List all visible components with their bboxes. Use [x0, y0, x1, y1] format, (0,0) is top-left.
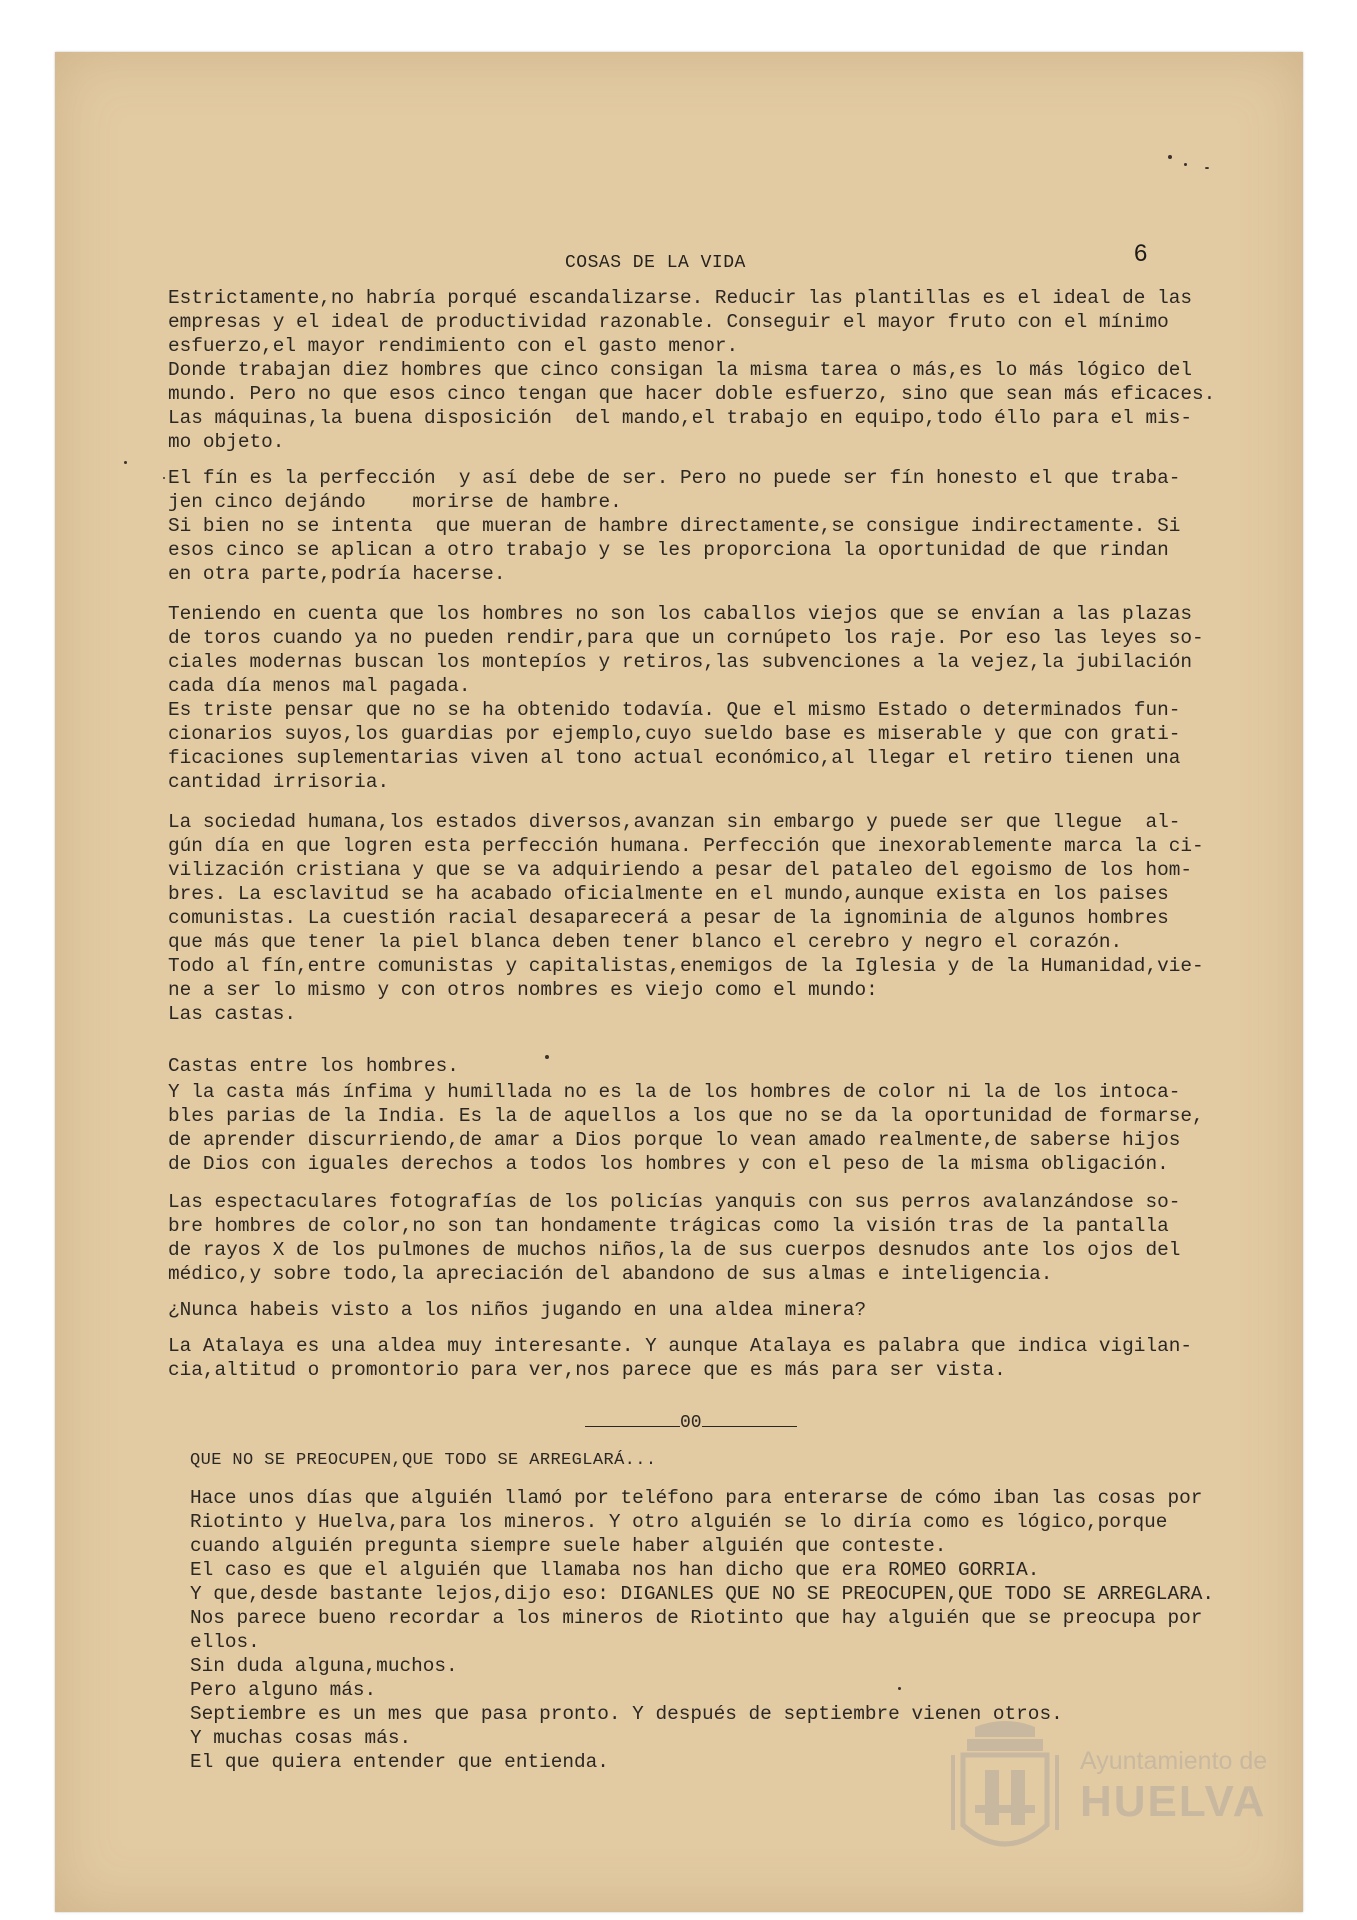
page-number: 6 — [1134, 240, 1148, 267]
watermark-line-2: HUELVA — [1080, 1777, 1267, 1826]
paragraph-6 — [168, 1080, 1268, 1176]
text-line: El que quiera entender que entienda. — [190, 1751, 609, 1773]
text-line: El caso es que el alguién que llamaba nos han dicho que era ROMEO GORRIA. — [190, 1559, 1040, 1581]
text-line: Estrictamente,no habría porqué escandalizarse. Reducir las plantillas es el ideal de las — [168, 287, 1192, 309]
text-line: ¿Nunca habeis visto a los niños jugando en una aldea minera? — [168, 1299, 867, 1321]
text-line: de rayos X de los pulmones de muchos niños,la de sus cuerpos desnudos ante los ojos del — [168, 1239, 1181, 1261]
text-line: La Atalaya es una aldea muy interesante. Y aunque Atalaya es palabra que indica vigilan- — [168, 1335, 1192, 1357]
text-line: Y que,desde bastante lejos,dijo eso: DIGANLES QUE NO SE PREOCUPEN,QUE TODO SE ARREGLARA. — [190, 1583, 1214, 1605]
text-line: Castas entre los hombres. — [168, 1055, 459, 1077]
paragraph-2 — [168, 466, 1268, 586]
text-line: Nos parece bueno recordar a los mineros de Riotinto que hay alguién que se preocupa por — [190, 1607, 1203, 1629]
text-line: comunistas. La cuestión racial desaparecerá a pesar de la ignominia de algunos hombres — [168, 907, 1169, 929]
text-line: Las máquinas,la buena disposición del mando,el trabajo en equipo,todo éllo para el mis- — [168, 407, 1192, 429]
text-line: ciales modernas buscan los montepíos y retiros,las subvenciones a la vejez,la jubilación — [168, 651, 1192, 673]
text-line: de toros cuando ya no pueden rendir,para que un cornúpeto los raje. Por eso las leyes so- — [168, 627, 1204, 649]
text-line: esos cinco se aplican a otro trabajo y se les proporciona la oportunidad de que rindan — [168, 539, 1169, 561]
paragraph-7 — [168, 1190, 1268, 1286]
paragraph-8 — [168, 1298, 1268, 1322]
text-line: El fín es la perfección y así debe de ser. Pero no puede ser fín honesto el que traba- — [168, 467, 1181, 489]
paragraph-9 — [168, 1334, 1268, 1382]
text-line: vilización cristiana y que se va adquiriendo a pesar del pataleo del egoismo de los hom- — [168, 859, 1192, 881]
text-line: cionarios suyos,los guardias por ejemplo,cuyo sueldo base es miserable y que con grati- — [168, 723, 1181, 745]
paragraph-5 — [168, 1054, 1268, 1078]
text-line: mundo. Pero no que esos cinco tengan que hacer doble esfuerzo, sino que sean más eficaces. — [168, 383, 1216, 405]
text-line: bres. La esclavitud se ha acabado oficialmente en el mundo,aunque exista en los paises — [168, 883, 1169, 905]
text-line: Y la casta más ínfima y humillada no es la de los hombres de color ni la de los intoca- — [168, 1081, 1181, 1103]
text-line: Hace unos días que alguién llamó por teléfono para enterarse de cómo iban las cosas por — [190, 1487, 1203, 1509]
text-line: cada día menos mal pagada. — [168, 675, 471, 697]
section-separator — [585, 1413, 797, 1433]
separator-text: 00 — [680, 1413, 702, 1433]
text-line: en otra parte,podría hacerse. — [168, 563, 506, 585]
paragraph-4 — [168, 810, 1268, 1026]
text-line: cantidad irrisoria. — [168, 771, 390, 793]
paragraph-1 — [168, 286, 1268, 454]
text-line: de aprender discurriendo,de amar a Dios porque lo vean amado realmente,de saberse hijos — [168, 1129, 1181, 1151]
text-line: mo objeto. — [168, 431, 285, 453]
text-line: Donde trabajan diez hombres que cinco consigan la misma tarea o más,es lo más lógico del — [168, 359, 1192, 381]
huelva-coat-of-arms-icon — [945, 1715, 1065, 1865]
text-line: Las castas. — [168, 1003, 296, 1025]
text-line: bre hombres de color,no son tan hondamente trágicas como la visión tras de la pantalla — [168, 1215, 1169, 1237]
text-line: Y muchas cosas más. — [190, 1727, 412, 1749]
text-line: ne a ser lo mismo y con otros nombres es viejo como el mundo: — [168, 979, 878, 1001]
text-line: cia,altitud o promontorio para ver,nos parece que es más para ser vista. — [168, 1359, 1006, 1381]
text-line: Riotinto y Huelva,para los mineros. Y otro alguién se lo diría como es lógico,porque — [190, 1511, 1168, 1533]
text-line: esfuerzo,el mayor rendimiento con el gasto menor. — [168, 335, 739, 357]
text-line: bles parias de la India. Es la de aquellos a los que no se da la oportunidad de formarse, — [168, 1105, 1204, 1127]
text-line: Septiembre es un mes que pasa pronto. Y después de septiembre vienen otros. — [190, 1703, 1063, 1725]
text-line: de Dios con iguales derechos a todos los hombres y con el peso de la misma obligación. — [168, 1153, 1169, 1175]
text-line: Todo al fín,entre comunistas y capitalistas,enemigos de la Iglesia y de la Humanidad,vie- — [168, 955, 1204, 977]
text-line: Teniendo en cuenta que los hombres no son los caballos viejos que se envían a las plazas — [168, 603, 1192, 625]
text-line: ficaciones suplementarias viven al tono actual económico,al llegar el retiro tienen una — [168, 747, 1181, 769]
ayuntamiento-watermark — [945, 1715, 1285, 1865]
text-line: médico,y sobre todo,la apreciación del abandono de sus almas e inteligencia. — [168, 1263, 1053, 1285]
text-line: Si bien no se intenta que mueran de hambre directamente,se consigue indirectamente. Si — [168, 515, 1181, 537]
text-line: Sin duda alguna,muchos. — [190, 1655, 458, 1677]
text-line: empresas y el ideal de productividad razonable. Conseguir el mayor fruto con el mínimo — [168, 311, 1169, 333]
text-line: Pero alguno más. — [190, 1679, 377, 1701]
section-title: QUE NO SE PREOCUPEN,QUE TODO SE ARREGLARÁ... — [190, 1451, 657, 1470]
text-line: que más que tener la piel blanca deben tener blanco el cerebro y negro el corazón. — [168, 931, 1123, 953]
watermark-line-1: Ayuntamiento de — [1080, 1747, 1268, 1775]
page-title: COSAS DE LA VIDA — [565, 253, 746, 273]
text-line: Es triste pensar que no se ha obtenido todavía. Que el mismo Estado o determinados fun- — [168, 699, 1181, 721]
text-line: Las espectaculares fotografías de los policías yanquis con sus perros avalanzándose so- — [168, 1191, 1181, 1213]
text-line: jen cinco dejándo morirse de hambre. — [168, 491, 622, 513]
text-line: La sociedad humana,los estados diversos,avanzan sin embargo y puede ser que llegue al- — [168, 811, 1181, 833]
text-line: ellos. — [190, 1631, 260, 1653]
paragraph-3 — [168, 602, 1268, 794]
text-line: gún día en que logren esta perfección humana. Perfección que inexorablemente marca la ci- — [168, 835, 1204, 857]
text-line: cuando alguién pregunta siempre suele haber alguién que conteste. — [190, 1535, 947, 1557]
